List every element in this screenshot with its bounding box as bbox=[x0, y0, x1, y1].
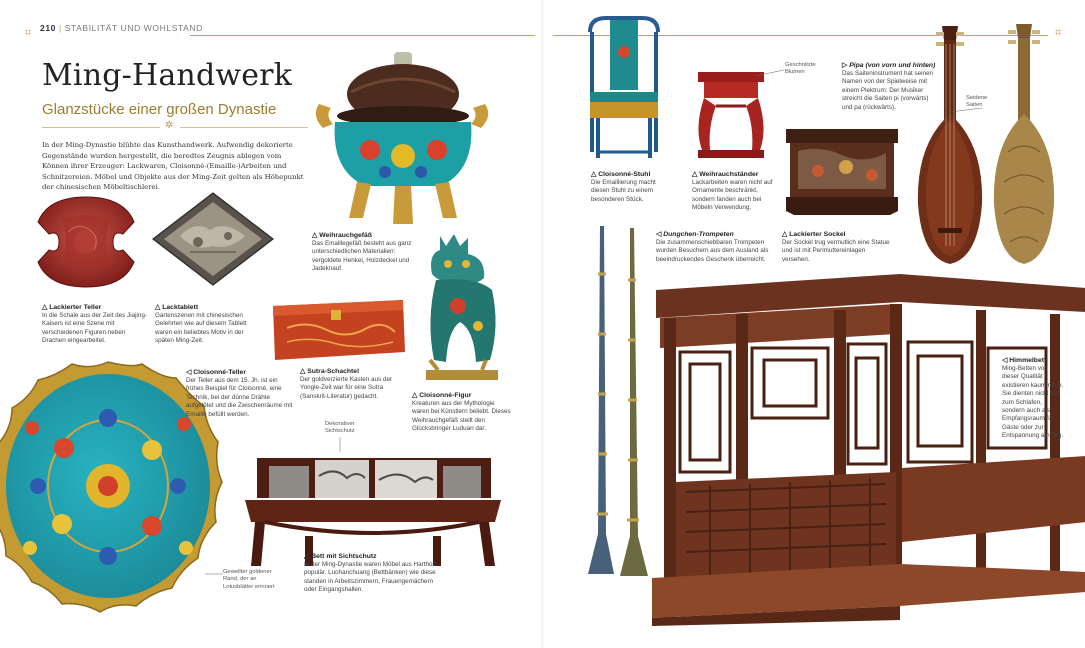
caption-text: In der Ming-Dynastie waren Möbel aus Hartholz populär. Luohanchuang (Bettbänken) wie diese standen in Arbeitszimmern, Frauengemächern oder Eingangshallen. bbox=[304, 561, 437, 594]
note-silk-strings: Seidene Saiten bbox=[966, 95, 988, 109]
caption-title: Lackierter Sockel bbox=[789, 231, 846, 238]
caption-arrow: △ bbox=[312, 232, 318, 239]
caption-title: Pipa (von vorn und hinten) bbox=[849, 62, 936, 69]
note-decorative-screen: Dekorativer Sichtschutz bbox=[325, 421, 355, 435]
page-number: 210 bbox=[40, 23, 56, 33]
caption-arrow: △ bbox=[591, 171, 597, 178]
flower-ornament-icon: ✲ bbox=[165, 120, 174, 131]
caption-text: Der goldverzierte Kasten aus der Yongle-Zeit war für eine Sutra (Sanskrit-Literatur) gedacht. bbox=[300, 376, 393, 400]
caption-arrow: △ bbox=[155, 304, 161, 311]
caption-title: Weihrauchständer bbox=[699, 171, 759, 178]
caption-text: Ming-Betten von dieser Qualität existieren kaum noch. Sie dienten nicht nur zum Schlafen, sondern auch als Empfangsraum für Gäste oder zur Entspannung am Tag. bbox=[1002, 365, 1064, 440]
caption-text: Die Emaillierung macht diesen Stuhl zu einem besonderen Stück. bbox=[591, 179, 656, 203]
caption-text: Der Teller aus dem 15. Jh. ist ein frühes Beispiel für Cloisonné, eine Technik, bei der dünne Drähte aufgelötet und die Zwischenräume mit Emaille befüllt werden. bbox=[186, 377, 293, 418]
caption-arrow: ▷ bbox=[842, 62, 848, 69]
caption-text: Der Sockel trug vermutlich eine Statue und ist mit Perlmuttereinlagen versehen. bbox=[782, 239, 890, 263]
caption-text: Lackarbeiten waren nicht auf Ornamente beschränkt, sondern fanden auch bei Möbeln Verwendung. bbox=[692, 179, 773, 212]
caption-title: Lackierter Teller bbox=[49, 304, 102, 311]
note-carved-flowers: Geschnitzte Blumen bbox=[785, 62, 816, 76]
caption-title: Bett mit Sichtschutz bbox=[311, 553, 377, 560]
caption-arrow: △ bbox=[300, 368, 306, 375]
caption-title: Dungchen-Trompeten bbox=[663, 231, 734, 238]
intro-paragraph: In der Ming-Dynastie blühte das Kunsthandwerk. Aufwendig dekorierte Gegenstände wurden hergestellt, die beredtes Zeugnis ablegen vom Können ihrer Erzeuger: Lackwaren, Cloisonné-(Emaille-)Arbeiten und Schnitzereien. Möbel und Objekte aus der Ming-Zeit gelten als Höhepunkt der chinesischen Möbeltischlerei. bbox=[42, 141, 304, 191]
caption-arrow: △ bbox=[692, 171, 698, 178]
header-ornament-right-icon: ⌗ bbox=[1054, 27, 1062, 39]
page-subtitle: Glanzstücke einer großen Dynastie bbox=[42, 101, 277, 118]
header-ornament-left-icon: ⌗ bbox=[24, 27, 32, 39]
caption-arrow: ◁ bbox=[656, 231, 662, 238]
section-title: STABILITÄT UND WOHLSTAND bbox=[64, 23, 203, 33]
caption-title: Cloisonné-Teller bbox=[193, 369, 246, 376]
running-header: 210 | STABILITÄT UND WOHLSTAND bbox=[40, 23, 203, 33]
caption-arrow: △ bbox=[412, 392, 418, 399]
caption-text: Kreaturen aus der Mythologie waren bei Künstlern beliebt. Dieses Weihrauchgefäß stellt den Glücksbringer Luduan dar. bbox=[412, 400, 511, 433]
caption-arrow: △ bbox=[304, 553, 310, 560]
note-golden-rim: Gewellter goldener Rand, der an Lotusblätter erinnert bbox=[223, 569, 275, 590]
caption-title: Sutra-Schachtel bbox=[307, 368, 359, 375]
caption-text: Die zusammenschiebbaren Trompeten wurden Besuchern aus dem Ausland als beeindruckendes Geschenk überreicht. bbox=[656, 239, 769, 263]
caption-arrow: ◁ bbox=[186, 369, 192, 376]
caption-arrow: △ bbox=[42, 304, 48, 311]
caption-text: Gartenszenen mit chinesischen Gelehrten wie auf diesem Tablett waren ein beliebtes Motiv in der späten Ming-Zeit. bbox=[155, 312, 247, 345]
caption-title: Weihrauchgefäß bbox=[319, 232, 372, 239]
caption-title: Himmelbett bbox=[1009, 357, 1047, 364]
caption-arrow: ◁ bbox=[1002, 357, 1008, 364]
page-title: Ming-Handwerk bbox=[42, 58, 293, 93]
caption-arrow: △ bbox=[782, 231, 788, 238]
caption-title: Cloisonné-Stuhl bbox=[598, 171, 651, 178]
caption-title: Cloisonné-Figur bbox=[419, 392, 472, 399]
caption-text: Das Saiteninstrument hat seinen Namen von der Spielweise mit einem Plektrum: Der Musiker streicht die Saiten pi (vorwärts) und pa (rückwärts). bbox=[842, 70, 934, 111]
caption-title: Lacktablett bbox=[162, 304, 199, 311]
caption-text: In die Schale aus der Zeit des Jiajing-Kaisers ist eine Szene mit verschiedenen Figuren neben Drachen eingearbeitet. bbox=[42, 312, 148, 345]
caption-text: Das Emaillegefäß besteht aus ganz unterschiedlichen Materialien: vergoldete Henkel, Holzdeckel und Jadeknauf. bbox=[312, 240, 412, 273]
